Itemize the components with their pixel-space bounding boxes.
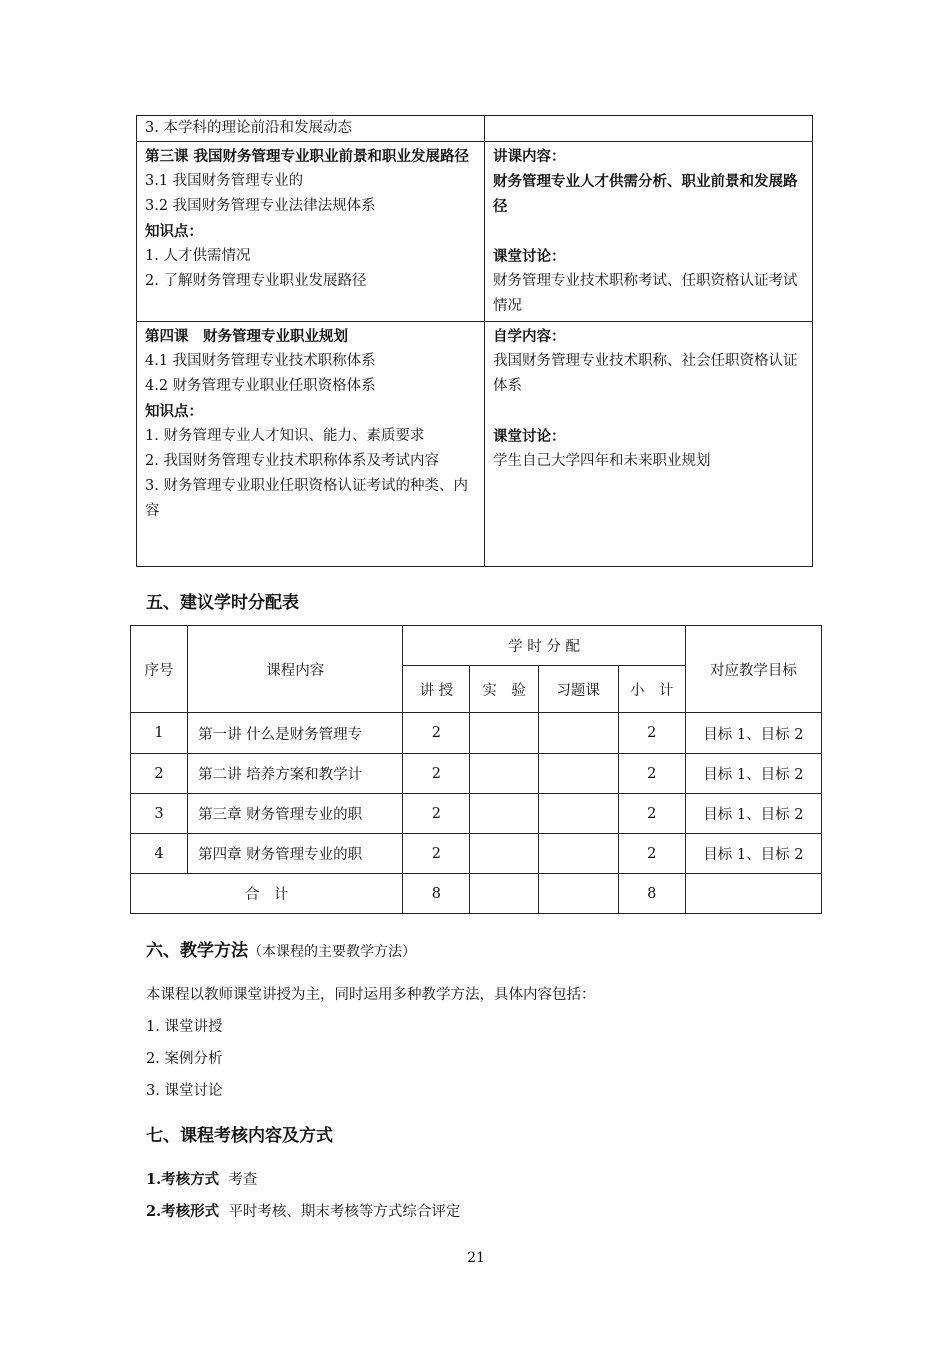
assessment-form-label: 2.考核形式 xyxy=(146,1203,220,1220)
lesson3-left xyxy=(137,142,485,322)
lesson4-kp-label: 知识点： xyxy=(145,403,203,420)
cell-exercise xyxy=(538,834,618,874)
table-row xyxy=(131,794,822,834)
header-no: 序号 xyxy=(131,626,188,713)
cell-exercise xyxy=(538,754,618,794)
cell-experiment xyxy=(470,754,538,794)
cell-experiment xyxy=(470,834,538,874)
page-number: 21 xyxy=(467,1250,485,1266)
method-item: 1. 课堂讲授 xyxy=(146,1019,223,1035)
cell-experiment xyxy=(470,713,538,754)
cell-lecture: 2 xyxy=(403,713,470,754)
lesson4-title: 第四课 财务管理专业职业规划 xyxy=(145,328,348,345)
lesson3-right xyxy=(485,142,813,322)
lesson4-left xyxy=(137,322,485,567)
table-row xyxy=(131,834,822,874)
cell-exercise xyxy=(538,794,618,834)
cell-goal: 目标 1、目标 2 xyxy=(685,794,821,834)
total-row xyxy=(131,874,822,914)
lesson4-right-text1: 我国财务管理专业技术职称、社会任职资格认证体系 xyxy=(493,353,798,394)
method-item: 2. 案例分析 xyxy=(146,1051,223,1067)
section6-intro: 本课程以教师课堂讲授为主，同时运用多种教学方法，具体内容包括： xyxy=(146,987,596,1003)
cell-subtotal: 2 xyxy=(618,794,685,834)
cell-content: 第一讲 什么是财务管理专 xyxy=(188,713,403,754)
section6-title xyxy=(146,936,416,961)
lesson4-item: 4.1 我国财务管理专业技术职称体系 xyxy=(145,353,376,369)
lesson4-right-label1: 自学内容： xyxy=(493,328,566,345)
lesson3-kp: 2. 了解财务管理专业职业发展路径 xyxy=(145,273,367,289)
lesson4-kp: 2. 我国财务管理专业技术职称体系及考试内容 xyxy=(145,453,439,469)
cell-no: 1 xyxy=(131,713,188,754)
header-subtotal: 小 计 xyxy=(618,666,685,713)
row-topic-3: 3. 本学科的理论前沿和发展动态 xyxy=(137,116,485,142)
lesson3-right-text1: 财务管理专业人才供需分析、职业前景和发展路径 xyxy=(493,173,798,215)
cell-goal: 目标 1、目标 2 xyxy=(685,834,821,874)
total-goal xyxy=(685,874,821,914)
header-goal: 对应教学目标 xyxy=(685,626,821,713)
cell-no: 4 xyxy=(131,834,188,874)
lesson4-right-text2: 学生自己大学四年和未来职业规划 xyxy=(493,453,711,469)
lesson3-kp-label: 知识点： xyxy=(145,223,203,240)
hours-table xyxy=(130,625,822,914)
lesson3-title: 第三课 我国财务管理专业职业前景和职业发展路径 xyxy=(145,148,470,165)
cell-content: 第三章 财务管理专业的职 xyxy=(188,794,403,834)
lesson3-item: 3.1 我国财务管理专业的 xyxy=(145,173,304,189)
lesson4-row xyxy=(137,322,813,567)
lesson3-kp: 1. 人才供需情况 xyxy=(145,248,251,264)
lesson4-kp: 1. 财务管理专业人才知识、能力、素质要求 xyxy=(145,428,425,444)
assessment-method xyxy=(146,1168,257,1189)
lesson3-item: 3.2 我国财务管理专业法律法规体系 xyxy=(145,198,376,214)
cell-subtotal: 2 xyxy=(618,713,685,754)
cell-exercise xyxy=(538,713,618,754)
lesson3-right-text2: 财务管理专业技术职称考试、任职资格认证考试情况 xyxy=(493,273,798,314)
header-hours-group: 学 时 分 配 xyxy=(403,626,685,666)
lesson3-right-label2: 课堂讨论： xyxy=(493,248,566,265)
section6-title-text: 六、教学方法 xyxy=(146,941,248,961)
method-item: 3. 课堂讨论 xyxy=(146,1083,223,1099)
total-exercise xyxy=(538,874,618,914)
lesson4-item: 4.2 财务管理专业职业任职资格体系 xyxy=(145,378,376,394)
assessment-form xyxy=(146,1200,460,1221)
cell-lecture: 2 xyxy=(403,834,470,874)
total-lecture: 8 xyxy=(403,874,470,914)
header-exercise: 习题课 xyxy=(538,666,618,713)
row-topic-3-right xyxy=(485,116,813,142)
header-experiment: 实 验 xyxy=(470,666,538,713)
assessment-method-label: 1.考核方式 xyxy=(146,1171,220,1188)
cell-subtotal: 2 xyxy=(618,754,685,794)
cell-goal: 目标 1、目标 2 xyxy=(685,754,821,794)
course-content-table xyxy=(136,115,813,567)
table-row xyxy=(131,713,822,754)
assessment-method-value: 考查 xyxy=(228,1172,258,1188)
lesson3-right-label1: 讲课内容： xyxy=(493,148,566,165)
total-subtotal: 8 xyxy=(618,874,685,914)
lesson4-kp: 3. 财务管理专业职业任职资格认证考试的种类、内容 xyxy=(145,478,468,519)
cell-no: 3 xyxy=(131,794,188,834)
header-lecture: 讲 授 xyxy=(403,666,470,713)
table-row xyxy=(131,754,822,794)
cell-subtotal: 2 xyxy=(618,834,685,874)
total-label: 合 计 xyxy=(131,874,403,914)
cell-content: 第四章 财务管理专业的职 xyxy=(188,834,403,874)
section6-subtitle: （本课程的主要教学方法） xyxy=(248,944,416,960)
total-experiment xyxy=(470,874,538,914)
cell-lecture: 2 xyxy=(403,794,470,834)
cell-experiment xyxy=(470,794,538,834)
cell-content: 第二讲 培养方案和教学计 xyxy=(188,754,403,794)
cell-lecture: 2 xyxy=(403,754,470,794)
lesson4-right-label2: 课堂讨论： xyxy=(493,428,566,445)
cell-no: 2 xyxy=(131,754,188,794)
assessment-form-value: 平时考核、期末考核等方式综合评定 xyxy=(228,1204,461,1220)
section7-title: 七、课程考核内容及方式 xyxy=(146,1126,333,1146)
lesson3-row xyxy=(137,142,813,322)
header-content: 课程内容 xyxy=(188,626,403,713)
section5-title: 五、建议学时分配表 xyxy=(146,593,299,613)
cell-goal: 目标 1、目标 2 xyxy=(685,713,821,754)
lesson4-right xyxy=(485,322,813,567)
